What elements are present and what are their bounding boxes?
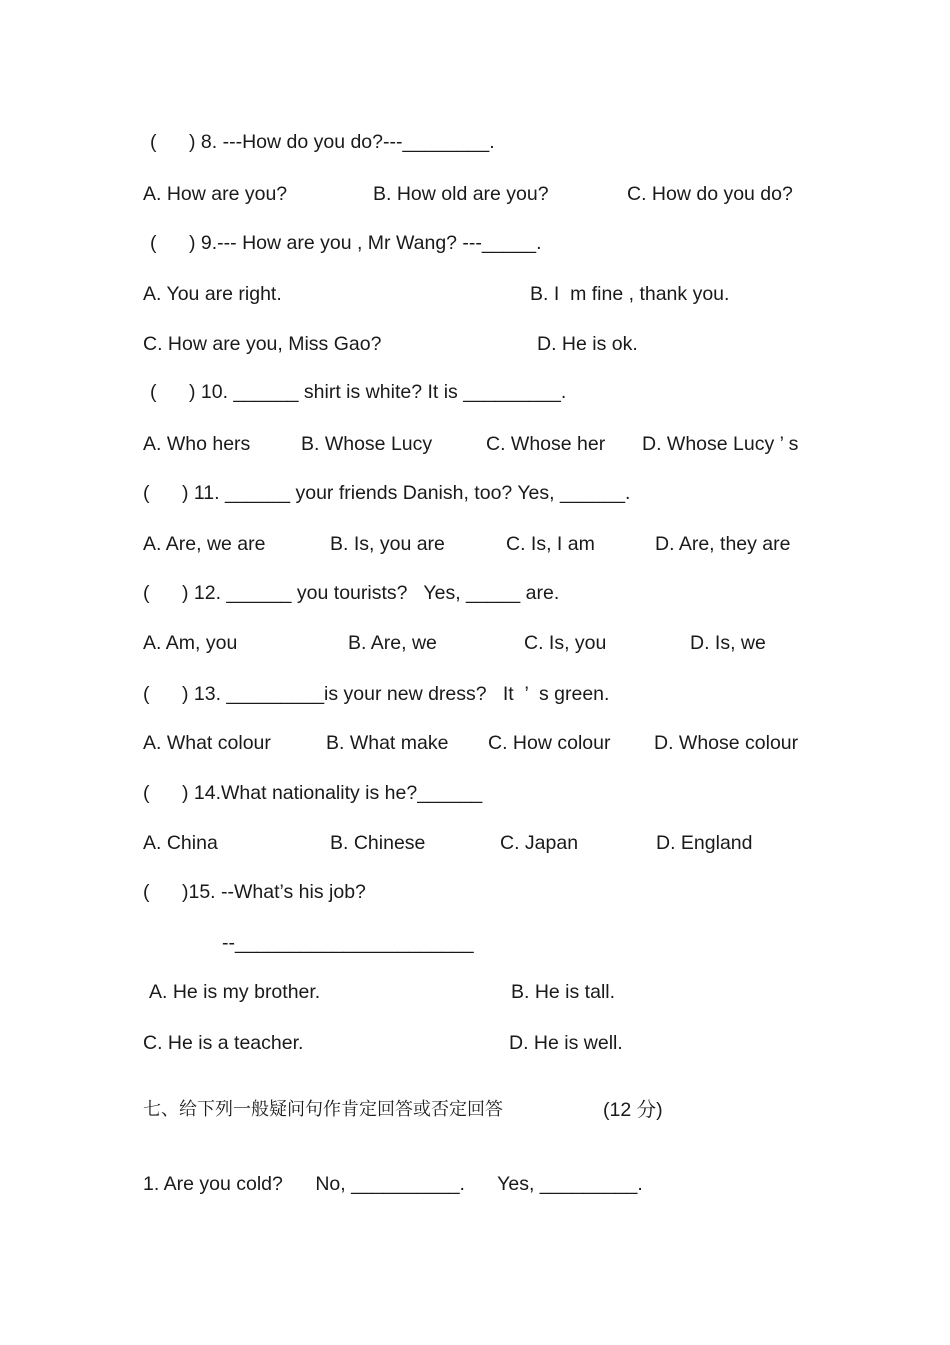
question-14-option-d: D. England: [656, 832, 753, 854]
question-13-option-b: B. What make: [326, 732, 449, 754]
question-15-option-a: A. He is my brother.: [149, 981, 321, 1003]
question-12-stem: ( ) 12. ______ you tourists? Yes, _____ are.: [143, 582, 560, 604]
question-8-stem: ( ) 8. ---How do you do?---________.: [150, 131, 495, 153]
question-14-option-a: A. China: [143, 832, 218, 854]
question-15-stem: ( )15. --What’s his job?: [143, 881, 366, 903]
question-15-answer-line: --______________________: [222, 932, 474, 954]
question-9-option-d: D. He is ok.: [537, 333, 638, 355]
section-7-question-1: 1. Are you cold? No, __________. Yes, _________.: [143, 1173, 643, 1195]
question-11-option-b: B. Is, you are: [330, 533, 445, 555]
question-15-option-c: C. He is a teacher.: [143, 1032, 304, 1054]
question-15-option-b: B. He is tall.: [511, 981, 616, 1003]
question-9-option-a: A. You are right.: [143, 283, 282, 305]
question-12-option-c: C. Is, you: [524, 632, 607, 654]
question-14-option-c: C. Japan: [500, 832, 579, 854]
question-9-option-c: C. How are you, Miss Gao?: [143, 333, 382, 355]
question-12-option-d: D. Is, we: [690, 632, 766, 654]
question-11-option-a: A. Are, we are: [143, 533, 266, 555]
question-14-stem: ( ) 14.What nationality is he?______: [143, 782, 483, 804]
question-10-option-c: C. Whose her: [486, 433, 606, 455]
question-10-option-a: A. Who hers: [143, 433, 251, 455]
section-7-points: (12 分): [603, 1099, 663, 1121]
question-8-option-c: C. How do you do?: [627, 183, 793, 205]
question-13-option-c: C. How colour: [488, 732, 611, 754]
question-11-option-d: D. Are, they are: [655, 533, 791, 555]
question-10-option-d: D. Whose Lucy ’ s: [642, 433, 799, 455]
question-12-option-b: B. Are, we: [348, 632, 437, 654]
question-14-option-b: B. Chinese: [330, 832, 426, 854]
question-13-option-a: A. What colour: [143, 732, 271, 754]
question-13-option-d: D. Whose colour: [654, 732, 799, 754]
section-7-heading: 七、给下列一般疑问句作肯定回答或否定回答: [143, 1099, 503, 1120]
question-12-option-a: A. Am, you: [143, 632, 238, 654]
question-15-option-d: D. He is well.: [509, 1032, 623, 1054]
question-10-option-b: B. Whose Lucy: [301, 433, 433, 455]
question-13-stem: ( ) 13. _________is your new dress? It ’ s green.: [143, 683, 610, 705]
question-9-option-b: B. I m fine , thank you.: [530, 283, 730, 305]
question-11-option-c: C. Is, I am: [506, 533, 595, 555]
question-9-stem: ( ) 9.--- How are you , Mr Wang? ---_____.: [150, 232, 542, 254]
question-8-option-b: B. How old are you?: [373, 183, 549, 205]
question-10-stem: ( ) 10. ______ shirt is white? It is _________.: [150, 381, 567, 403]
question-11-stem: ( ) 11. ______ your friends Danish, too? Yes, ______.: [143, 482, 631, 504]
question-8-option-a: A. How are you?: [143, 183, 288, 205]
